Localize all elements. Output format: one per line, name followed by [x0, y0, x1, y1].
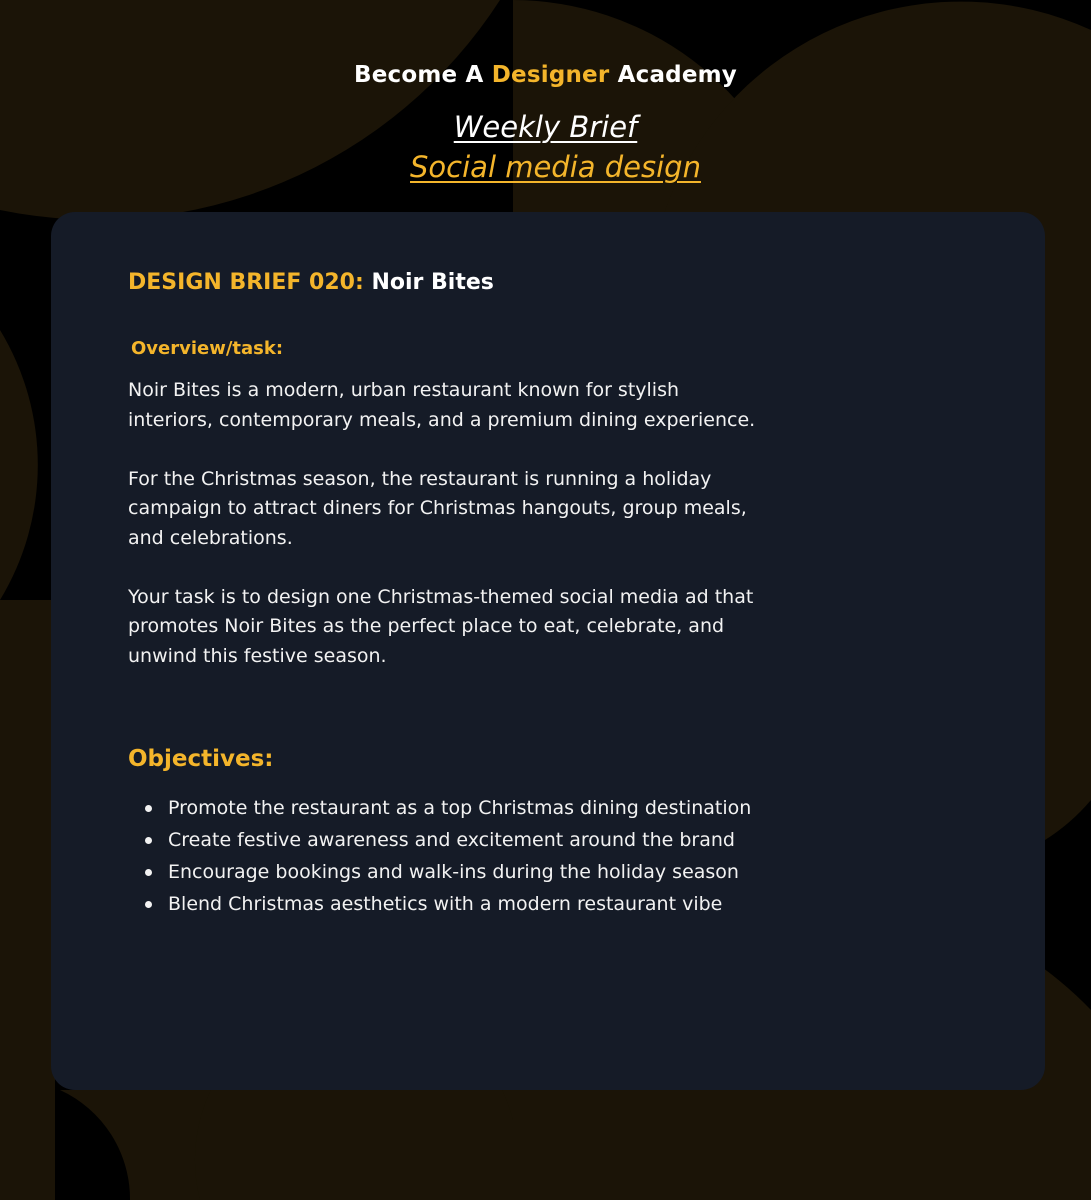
brief-card [51, 212, 1045, 1090]
overview-body [128, 376, 768, 701]
brief-title [128, 270, 494, 295]
academy-highlight: Designer [491, 62, 610, 88]
objectives-list [128, 792, 828, 920]
overview-paragraph: For the Christmas season, the restaurant is running a holiday campaign to attract diners for Christmas hangouts, group meals, and celebrations. [128, 467, 747, 549]
objectives-heading: Objectives: [128, 746, 274, 772]
objective-text: Blend Christmas aesthetics with a modern restaurant vibe [168, 893, 723, 915]
bullet-icon [145, 837, 152, 844]
academy-suffix: Academy [609, 62, 737, 88]
bullet-icon [145, 869, 152, 876]
objective-text: Create festive awareness and excitement around the brand [168, 829, 735, 851]
bullet-icon [145, 805, 152, 812]
academy-prefix: Become A [354, 62, 492, 88]
objective-item [128, 792, 828, 824]
objective-item [128, 888, 828, 920]
objective-text: Encourage bookings and walk-ins during the holiday season [168, 861, 739, 883]
overview-paragraph: Your task is to design one Christmas-themed social media ad that promotes Noir Bites as the perfect place to eat, celebrate, and unwind this festive season. [128, 585, 754, 667]
objective-item [128, 824, 828, 856]
brief-code: DESIGN BRIEF 020: [128, 270, 364, 295]
bullet-icon [145, 901, 152, 908]
academy-title [0, 62, 1091, 88]
weekly-brief-link[interactable]: Weekly Brief [453, 110, 638, 144]
objective-item [128, 856, 828, 888]
brief-name: Noir Bites [371, 270, 494, 295]
overview-paragraph: Noir Bites is a modern, urban restaurant known for stylish interiors, contemporary meals, and a premium dining experience. [128, 379, 756, 431]
category-link[interactable]: Social media design [410, 150, 701, 184]
overview-heading: Overview/task: [131, 338, 284, 359]
objective-text: Promote the restaurant as a top Christmas dining destination [168, 797, 752, 819]
